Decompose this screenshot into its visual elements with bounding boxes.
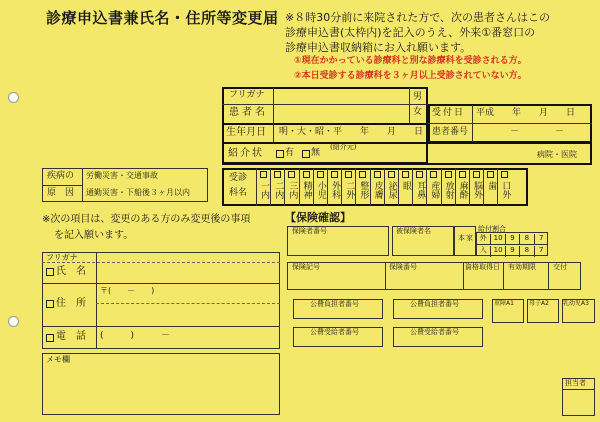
department-checkbox[interactable] xyxy=(345,171,352,178)
insurer-number-label: 保険者番号 xyxy=(292,227,327,235)
department-label: 泌尿 xyxy=(386,181,397,199)
change-address-checkbox[interactable] xyxy=(46,300,54,308)
benefit-rate-cell[interactable]: 8 xyxy=(519,234,533,245)
issued-label: 交付 xyxy=(553,263,567,271)
department-label: 麻酔 xyxy=(457,181,468,199)
department-4[interactable] xyxy=(313,168,327,206)
referral-yes-checkbox[interactable] xyxy=(276,150,284,158)
department-label: 外科 xyxy=(330,181,340,199)
referral-yes-label: 有 xyxy=(285,148,295,158)
department-checkbox[interactable] xyxy=(274,171,281,178)
sex-female[interactable]: 女 xyxy=(413,107,423,117)
instruction-line-2: 診療申込書(太枠内)を記入のうえ、外来①番窓口の xyxy=(285,26,536,39)
change-name-checkbox[interactable] xyxy=(46,268,54,276)
acquired-date-label: 資格取得日 xyxy=(465,263,500,271)
department-label: 口外 xyxy=(500,181,511,199)
public-funder-2-label: 公費負担者番号 xyxy=(410,300,459,308)
department-checkbox[interactable] xyxy=(260,171,267,178)
change-address-label: 住 所 xyxy=(56,298,86,309)
reception-date-value[interactable]: 平成 年 月 日 xyxy=(476,108,576,118)
department-15[interactable] xyxy=(469,168,483,206)
badge-boshi-label: 母子A2 xyxy=(529,300,549,307)
patient-number-label: 患者番号 xyxy=(432,127,469,137)
department-label: 産婦 xyxy=(429,181,440,199)
department-13[interactable] xyxy=(441,168,455,206)
department-2[interactable] xyxy=(284,168,298,206)
benefit-rate-cell[interactable]: 7 xyxy=(534,234,548,245)
instruction-line-3: 診療申込書収納箱にお入れ願います。 xyxy=(285,41,472,54)
department-checkbox[interactable] xyxy=(430,171,437,178)
benefit-rate-cell[interactable]: 9 xyxy=(505,234,519,245)
dob-value[interactable]: 明・大・昭・平 年 月 日 xyxy=(279,127,424,137)
change-phone-field[interactable]: ( ) － xyxy=(100,331,171,341)
insurance-number-label: 保険番号 xyxy=(389,263,417,271)
benefit-rate-label: 給付割合 xyxy=(478,225,506,233)
department-checkbox[interactable] xyxy=(288,171,295,178)
public-recipient-2-label: 公費受給者番号 xyxy=(410,328,459,336)
cause-label-2: 原 因 xyxy=(47,188,75,198)
department-checkbox[interactable] xyxy=(501,171,508,178)
department-checkbox[interactable] xyxy=(459,171,466,178)
reception-date-label: 受付日 xyxy=(432,108,466,118)
department-checkbox[interactable] xyxy=(303,171,310,178)
change-name-label: 氏 名 xyxy=(56,266,86,277)
change-phone-checkbox[interactable] xyxy=(46,334,54,342)
cause-label-1: 疾病の xyxy=(47,171,75,181)
red-note-2: ②本日受診する診療科を３ヶ月以上受診されていない方。 xyxy=(294,71,527,81)
memo-label: メモ欄 xyxy=(46,355,70,364)
punch-hole-bottom xyxy=(8,316,19,327)
department-checkbox[interactable] xyxy=(317,171,324,178)
department-checkbox[interactable] xyxy=(445,171,452,178)
department-16[interactable] xyxy=(483,168,497,206)
department-label: 皮膚 xyxy=(372,181,383,199)
patient-name-label: 患者名 xyxy=(229,107,268,118)
change-postal-field[interactable]: 〒( － ) xyxy=(100,286,155,295)
department-label: 一内 xyxy=(259,181,269,199)
valid-period-label: 有効期限 xyxy=(508,263,536,271)
department-checkbox[interactable] xyxy=(416,171,423,178)
instruction-line-1: ※８時30分前に来院された方で、次の患者さんはこの xyxy=(285,11,550,24)
punch-hole-top xyxy=(8,92,19,103)
department-1[interactable] xyxy=(270,168,284,206)
cause-option-2[interactable]: 通勤災害・下船後３ヶ月以内 xyxy=(86,188,190,197)
insurance-symbol-row[interactable] xyxy=(287,262,581,290)
benefit-rate-cell[interactable]: 7 xyxy=(534,246,548,257)
department-11[interactable] xyxy=(412,168,426,206)
department-label: 精神 xyxy=(301,181,312,199)
department-5[interactable] xyxy=(327,168,341,206)
referral-source-label: (紹介元) xyxy=(330,143,357,151)
cause-option-1[interactable]: 労働災害・交通事故 xyxy=(86,171,158,180)
benefit-rate-cell[interactable]: 9 xyxy=(505,246,519,257)
insurance-symbol-label: 保険記号 xyxy=(292,263,320,271)
department-label: 耳鼻 xyxy=(415,181,426,199)
department-14[interactable] xyxy=(455,168,469,206)
department-12[interactable] xyxy=(426,168,440,206)
departments-label-2: 科名 xyxy=(229,188,248,198)
department-checkbox[interactable] xyxy=(388,171,395,178)
changes-note-2: を記入願います。 xyxy=(54,230,134,241)
honka-hon: 本 xyxy=(458,234,465,242)
department-0[interactable] xyxy=(256,168,270,206)
department-checkbox[interactable] xyxy=(331,171,338,178)
insured-name-label: 被保険者名 xyxy=(396,227,431,235)
change-phone-label: 電 話 xyxy=(56,331,86,342)
department-label: 小児 xyxy=(315,181,326,199)
department-7[interactable] xyxy=(355,168,369,206)
department-label: 二内 xyxy=(273,181,284,199)
staff-label: 担当者 xyxy=(565,379,586,387)
department-9[interactable] xyxy=(384,168,398,206)
page-title: 診療申込書兼氏名・住所等変更届 xyxy=(46,9,279,27)
insurance-title: 【保険確認】 xyxy=(285,211,351,224)
department-label: 眼 xyxy=(401,181,411,190)
departments-label-1: 受診 xyxy=(229,173,248,183)
referral-hospital-label: 病院・医院 xyxy=(537,150,577,159)
department-label: 放射 xyxy=(443,181,454,199)
public-funder-1-label: 公費負担者番号 xyxy=(310,300,359,308)
dob-label: 生年月日 xyxy=(226,127,266,138)
department-label: 二外 xyxy=(344,181,355,199)
department-label: 歯 xyxy=(486,181,497,190)
department-checkbox[interactable] xyxy=(402,171,409,178)
department-label: 脳外 xyxy=(472,181,482,199)
patient-number-value[interactable]: － － xyxy=(510,127,565,137)
department-checkbox[interactable] xyxy=(374,171,381,178)
department-8[interactable] xyxy=(370,168,384,206)
memo-box xyxy=(42,353,280,415)
furigana-label: フリガナ xyxy=(229,90,265,100)
benefit-rate-cell: 外 xyxy=(479,234,487,242)
department-10[interactable] xyxy=(398,168,412,206)
referral-label: 紹介状 xyxy=(228,148,264,159)
benefit-rate-cell: 入 xyxy=(479,246,487,254)
referral-no-label: 無 xyxy=(311,148,321,158)
changes-note-1: ※次の項目は、変更のある方のみ変更後の事項 xyxy=(42,214,251,225)
badge-nyuyoji-label: 乳幼児A3 xyxy=(563,300,589,307)
change-furigana-label: フリガナ xyxy=(46,253,78,262)
department-checkbox[interactable] xyxy=(487,171,494,178)
benefit-rate-cell[interactable]: 8 xyxy=(519,246,533,257)
referral-no-checkbox[interactable] xyxy=(302,150,310,158)
department-checkbox[interactable] xyxy=(473,171,480,178)
badge-juusho-label: 重障A1 xyxy=(494,300,514,307)
department-label: 三内 xyxy=(287,181,298,199)
red-note-1: ①現在かかっている診療科と別な診療科を受診される方。 xyxy=(294,56,527,66)
honka-ka: 家 xyxy=(466,234,473,242)
department-6[interactable] xyxy=(341,168,355,206)
public-recipient-1-label: 公費受給者番号 xyxy=(310,328,359,336)
department-3[interactable] xyxy=(299,168,313,206)
department-17[interactable] xyxy=(497,168,511,206)
sex-male[interactable]: 男 xyxy=(413,92,423,102)
department-checkbox[interactable] xyxy=(359,171,366,178)
benefit-rate-cell[interactable]: 10 xyxy=(490,234,504,245)
benefit-rate-cell[interactable]: 10 xyxy=(490,246,504,257)
department-label: 整形 xyxy=(358,181,369,199)
